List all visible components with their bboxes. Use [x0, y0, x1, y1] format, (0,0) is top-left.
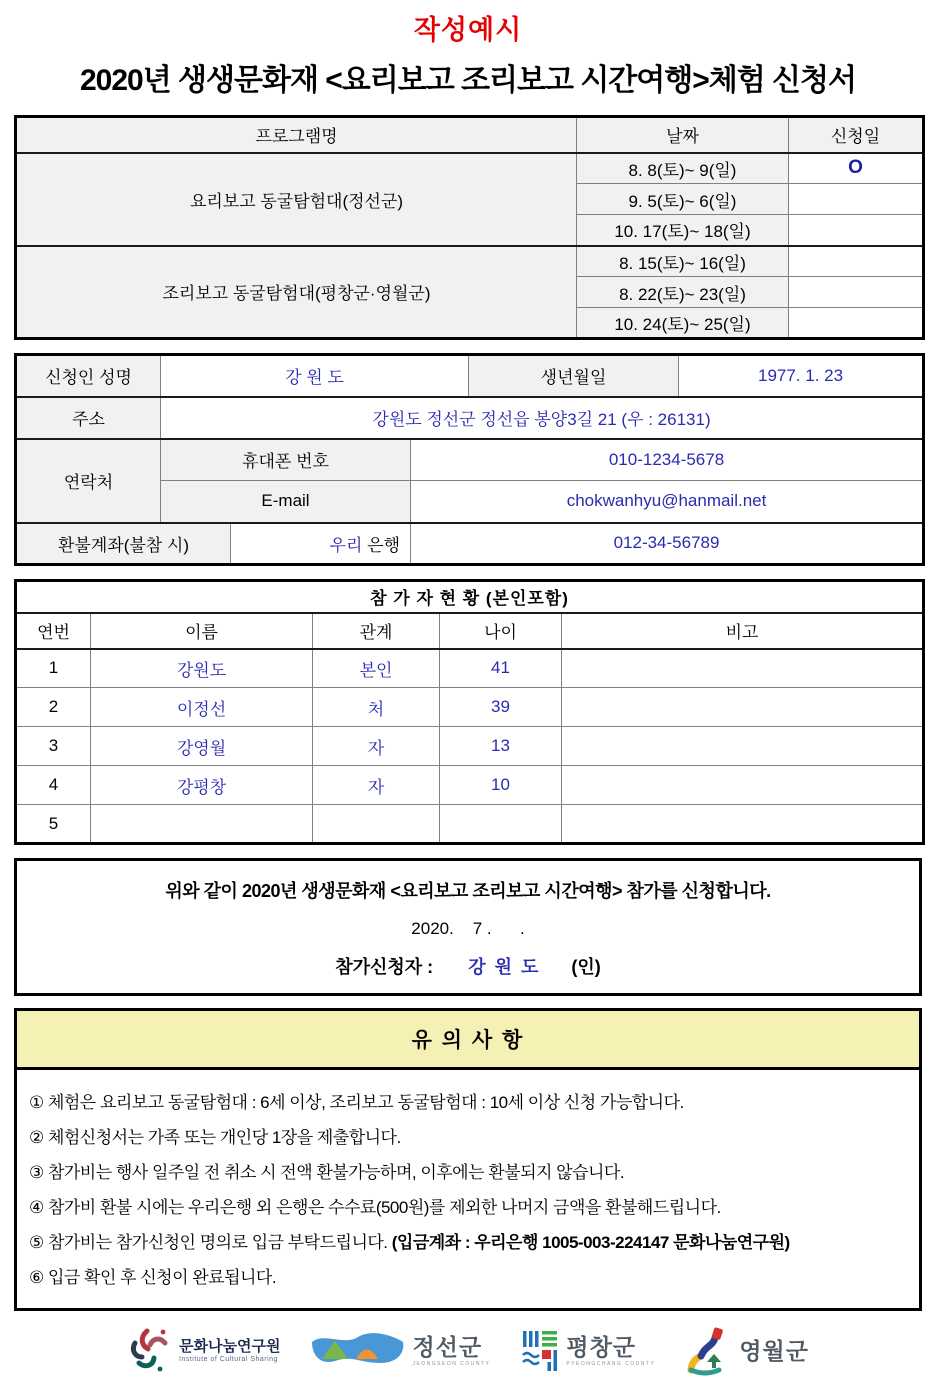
notice-title: 유 의 사 항	[17, 1011, 919, 1070]
example-badge: 작성예시	[413, 15, 523, 45]
notice-item-text: ④ 참가비 환불 시에는 우리은행 외 은행은 수수료(500원)를 제외한 나머지 금액을 환불해드립니다.	[29, 1198, 721, 1217]
participants-title-row	[16, 581, 924, 613]
declaration-box	[14, 858, 922, 996]
applicant-signature-label: 참가신청자 :	[335, 957, 434, 977]
program-header: 프로그램명	[16, 117, 577, 153]
jeongseon-logo	[310, 1330, 490, 1372]
notice-item	[29, 1088, 907, 1113]
participant-relation: 처	[313, 688, 440, 727]
birth-label: 생년월일	[469, 355, 679, 397]
date-cell: 9. 5(토)~ 6(일)	[577, 184, 789, 215]
yeongwol-logo-text	[739, 1337, 809, 1364]
date-cell: 8. 8(토)~ 9(일)	[577, 153, 789, 184]
col-header-age: 나이	[440, 613, 562, 649]
bank-name-value: 우리	[329, 535, 363, 555]
applicant-info-table	[14, 353, 925, 566]
col-header-note: 비고	[562, 613, 924, 649]
participant-no: 5	[16, 805, 91, 844]
address-label: 주소	[16, 397, 161, 439]
participant-name: 강영월	[91, 727, 313, 766]
institute-logo	[127, 1325, 280, 1377]
participant-name: 이정선	[91, 688, 313, 727]
date-cell: 8. 22(토)~ 23(일)	[577, 277, 789, 308]
participant-age	[440, 805, 562, 844]
participant-relation: 자	[313, 766, 440, 805]
notice-item-text: ③ 참가비는 행사 일주일 전 취소 시 전액 환불가능하며, 이후에는 환불되지 않습니다.	[29, 1163, 625, 1182]
table-row	[16, 355, 924, 397]
participant-name: 강원도	[91, 649, 313, 688]
apply-mark-cell	[789, 277, 924, 308]
participant-age: 39	[440, 688, 562, 727]
date-cell: 8. 15(토)~ 16(일)	[577, 246, 789, 277]
table-header-row	[16, 117, 924, 153]
program-name-cell: 요리보고 동굴탐험대(정선군)	[16, 153, 577, 246]
participant-age: 10	[440, 766, 562, 805]
participant-no: 2	[16, 688, 91, 727]
notice-item-text: ⑥ 입금 확인 후 신청이 완료됩니다.	[29, 1268, 277, 1287]
yeongwol-name: 영월군	[739, 1337, 809, 1364]
participant-name: 강평창	[91, 766, 313, 805]
yeongwol-logo	[685, 1326, 809, 1376]
table-row	[16, 766, 924, 805]
applicant-signature-name: 강 원 도	[468, 957, 541, 977]
institute-of-cultural-sharing-icon	[127, 1325, 173, 1377]
pyeongchang-logo	[520, 1329, 655, 1373]
notice-box	[14, 1008, 922, 1311]
participant-note	[562, 727, 924, 766]
participant-note	[562, 805, 924, 844]
pyeongchang-logo-text	[566, 1333, 656, 1367]
table-row	[16, 688, 924, 727]
jeongseon-logo-text	[412, 1333, 491, 1367]
birth-value: 1977. 1. 23	[679, 355, 924, 397]
participant-relation	[313, 805, 440, 844]
institute-logo-text	[179, 1339, 280, 1363]
table-row	[16, 153, 924, 184]
apply-mark-cell	[789, 215, 924, 246]
pyeongchang-county-icon	[520, 1329, 560, 1373]
phone-value: 010-1234-5678	[411, 439, 924, 481]
contact-label: 연락처	[16, 439, 161, 523]
notice-item	[29, 1158, 907, 1183]
jeongseon-county-icon	[310, 1330, 406, 1372]
pyeongchang-subtitle: PYEONGCHANG COUNTY	[566, 1360, 656, 1367]
participant-age: 41	[440, 649, 562, 688]
account-number-value: 012-34-56789	[411, 523, 924, 565]
program-name-cell: 조리보고 동굴탐험대(평창군·영월군)	[16, 246, 577, 339]
participant-no: 4	[16, 766, 91, 805]
date-cell: 10. 24(토)~ 25(일)	[577, 308, 789, 339]
participant-note	[562, 649, 924, 688]
apply-mark-cell	[789, 308, 924, 339]
table-row	[16, 649, 924, 688]
declaration-signature-line	[27, 953, 909, 979]
participant-no: 3	[16, 727, 91, 766]
col-header-relation: 관계	[313, 613, 440, 649]
table-row	[16, 523, 924, 565]
apply-mark-cell	[789, 184, 924, 215]
institute-name: 문화나눔연구원	[179, 1338, 281, 1356]
participant-note	[562, 688, 924, 727]
table-row	[16, 397, 924, 439]
participants-table	[14, 579, 925, 845]
notice-item	[29, 1228, 907, 1253]
participant-note	[562, 766, 924, 805]
address-value: 강원도 정선군 정선읍 봉양3길 21 (우 : 26131)	[161, 397, 924, 439]
email-label: E-mail	[161, 481, 411, 523]
apply-mark-cell	[789, 246, 924, 277]
program-schedule-table	[14, 115, 925, 340]
applicant-name-value: 강 원 도	[161, 355, 469, 397]
table-row	[16, 727, 924, 766]
declaration-date: 2020. 7 . .	[411, 919, 525, 938]
bank-word: 은행	[367, 535, 400, 555]
participant-name	[91, 805, 313, 844]
email-value: chokwanhyu@hanmail.net	[411, 481, 924, 523]
page-title: 2020년 생생문화재 <요리보고 조리보고 시간여행>체험 신청서	[80, 64, 856, 97]
jeongseon-name: 정선군	[412, 1333, 483, 1360]
yeongwol-county-icon	[685, 1326, 733, 1376]
notice-item	[29, 1193, 907, 1218]
table-header-row	[16, 613, 924, 649]
phone-label: 휴대폰 번호	[161, 439, 411, 481]
applicant-name-label: 신청인 성명	[16, 355, 161, 397]
table-row	[16, 246, 924, 277]
seal-placeholder: (인)	[571, 957, 601, 977]
date-cell: 10. 17(토)~ 18(일)	[577, 215, 789, 246]
footer-logos	[14, 1325, 922, 1377]
notice-item-text: ⑤ 참가비는 참가신청인 명의로 입금 부탁드립니다.	[29, 1233, 392, 1252]
refund-account-label: 환불계좌(불참 시)	[16, 523, 231, 565]
institute-subtitle: Institute of Cultural Sharing	[179, 1355, 278, 1363]
table-row	[16, 439, 924, 481]
jeongseon-subtitle: JEONGSEON COUNTY	[412, 1360, 491, 1367]
apply-header: 신청일	[789, 117, 924, 153]
declaration-statement: 위와 같이 2020년 생생문화재 <요리보고 조리보고 시간여행> 참가를 신청합니다.	[165, 881, 771, 901]
participant-age: 13	[440, 727, 562, 766]
col-header-no: 연번	[16, 613, 91, 649]
col-header-name: 이름	[91, 613, 313, 649]
bank-cell	[231, 523, 411, 565]
notice-item-text: ② 체험신청서는 가족 또는 개인당 1장을 제출합니다.	[29, 1128, 401, 1147]
notice-item-bold: (입금계좌 : 우리은행 1005-003-224147 문화나눔연구원)	[391, 1233, 790, 1252]
pyeongchang-name: 평창군	[566, 1333, 637, 1360]
participant-no: 1	[16, 649, 91, 688]
notice-item	[29, 1123, 907, 1148]
date-header: 날짜	[577, 117, 789, 153]
participants-title: 참 가 자 현 황 (본인포함)	[16, 581, 924, 613]
apply-mark-cell: O	[789, 153, 924, 184]
participant-relation: 본인	[313, 649, 440, 688]
notice-list	[17, 1070, 919, 1308]
participant-relation: 자	[313, 727, 440, 766]
table-row	[16, 805, 924, 844]
notice-item-text: ① 체험은 요리보고 동굴탐험대 : 6세 이상, 조리보고 동굴탐험대 : 10세 이상 신청 가능합니다.	[29, 1093, 684, 1112]
